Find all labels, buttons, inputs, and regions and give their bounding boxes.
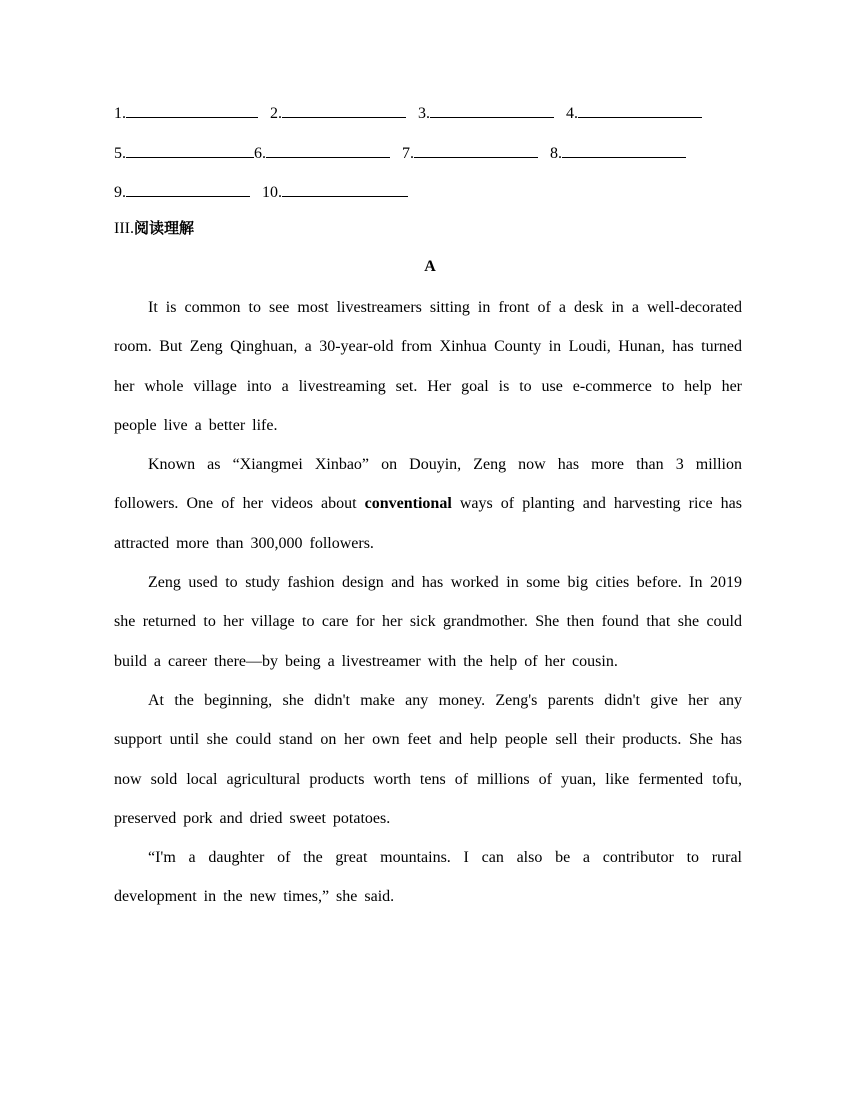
reading-passage: [114, 288, 742, 917]
section-title: 阅读理解: [133, 219, 194, 237]
blank-line-5[interactable]: [126, 142, 254, 158]
blank-label-9: 9.: [114, 184, 126, 201]
blank-line-2[interactable]: [282, 102, 406, 118]
paragraph-2: [114, 445, 742, 563]
blank-line-8[interactable]: [562, 142, 686, 158]
answer-blank-row-3: [114, 181, 408, 203]
blank-line-4[interactable]: [578, 102, 702, 118]
section-heading: [114, 218, 194, 239]
passage-letter: A: [424, 258, 436, 275]
blank-label-4: 4.: [566, 105, 578, 122]
answer-blank-row-2: [114, 142, 686, 164]
answer-blank-row-1: [114, 102, 702, 124]
blank-label-2: 2.: [270, 105, 282, 122]
blank-label-5: 5.: [114, 145, 126, 162]
paragraph-3: Zeng used to study fashion design and has worked in some big cities before. In 2019 she returned to her village to care for her sick grandmother. She then found that she could build a career there—by being a livestreamer with the help of her cousin.: [114, 574, 742, 670]
blank-label-3: 3.: [418, 105, 430, 122]
section-numeral: III.: [114, 220, 134, 237]
blank-label-1: 1.: [114, 105, 126, 122]
blank-line-1[interactable]: [126, 102, 258, 118]
paragraph-5: “I'm a daughter of the great mountains. I can also be a contributor to rural development in the new times,” she said.: [114, 849, 742, 906]
paragraph-2-before: Known as “Xiangmei Xinbao” on Douyin, Zeng now has more than 3 million followers. One of her videos about: [114, 456, 742, 513]
blank-label-10: 10.: [262, 184, 282, 201]
blank-line-3[interactable]: [430, 102, 554, 118]
paragraph-1: It is common to see most livestreamers sitting in front of a desk in a well-decorated room. But Zeng Qinghuan, a 30-year-old from Xinhua County in Loudi, Hunan, has turned her whole village into a livestreaming set. Her goal is to use e-commerce to help her people live a better life.: [114, 299, 742, 434]
blank-line-9[interactable]: [126, 181, 250, 197]
blank-line-6[interactable]: [266, 142, 390, 158]
blank-line-10[interactable]: [282, 181, 408, 197]
blank-label-6: 6.: [254, 145, 266, 162]
blank-label-8: 8.: [550, 145, 562, 162]
blank-label-7: 7.: [402, 145, 414, 162]
paragraph-4: At the beginning, she didn't make any money. Zeng's parents didn't give her any support until she could stand on her own feet and help people sell their products. She has now sold local agricultural products worth tens of millions of yuan, like fermented tofu, preserved pork and dried sweet potatoes.: [114, 691, 742, 827]
keyword-conventional: conventional: [364, 495, 452, 513]
paragraph-2-after: ways of planting and harvesting rice has attracted more than 300,000 followers.: [114, 495, 743, 552]
blank-line-7[interactable]: [414, 142, 538, 158]
